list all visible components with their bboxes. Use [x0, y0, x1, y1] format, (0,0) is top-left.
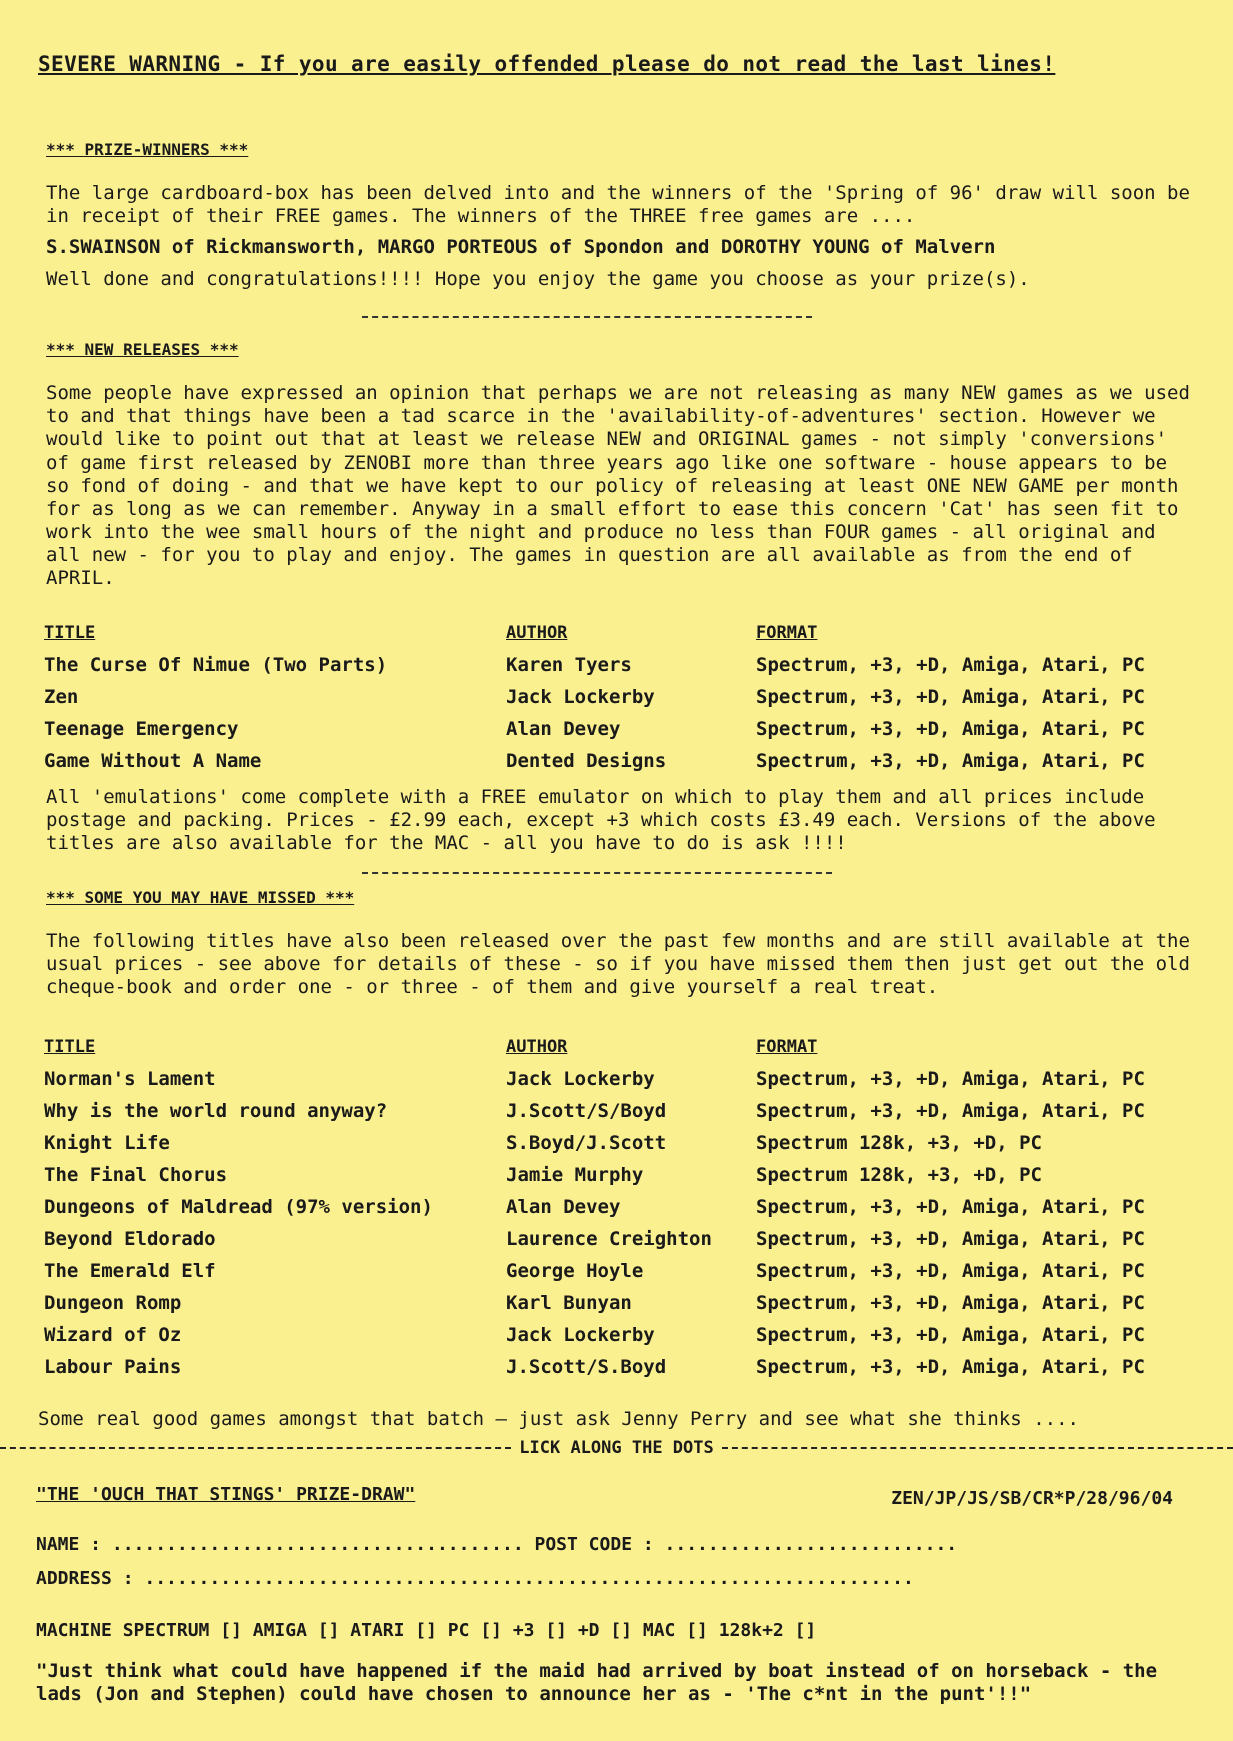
missed-footer-text: Some real good games amongst that batch — just ask Jenny Perry and see what she thinks ....: [38, 1408, 1079, 1430]
table-row: [44, 1288, 1194, 1320]
game-title: Labour Pains: [44, 1356, 182, 1379]
game-title: Zen: [44, 686, 79, 709]
game-author: Karl Bunyan: [506, 1292, 632, 1315]
game-format: Spectrum, +3, +D, Amiga, Atari, PC: [756, 750, 1145, 773]
cut-line: [0, 1438, 1233, 1459]
game-author: Dented Designs: [506, 750, 667, 773]
game-author: George Hoyle: [506, 1260, 644, 1283]
game-author: J.Scott/S/Boyd: [506, 1100, 667, 1123]
col-format-header: FORMAT: [756, 622, 818, 643]
table-row: [44, 1128, 1194, 1160]
table-row: [44, 1064, 1194, 1096]
game-author: Jamie Murphy: [506, 1164, 644, 1187]
game-title: Knight Life: [44, 1132, 170, 1155]
dotted-line-right: [722, 1447, 1233, 1449]
table-row: [44, 650, 1194, 682]
table-row: [44, 1192, 1194, 1224]
name-postcode-field[interactable]: NAME : ...................................... POST CODE : ...........................: [36, 1534, 958, 1555]
game-title: Beyond Eldorado: [44, 1228, 216, 1251]
missed-text: [46, 930, 1196, 1000]
cut-line-label: LICK ALONG THE DOTS: [519, 1438, 714, 1458]
table-row: [44, 746, 1194, 778]
prize-winners-names: S.SWAINSON of Rickmansworth, MARGO PORTEOUS of Spondon and DOROTHY YOUNG of Malvern: [46, 236, 996, 259]
table-row: [44, 1352, 1194, 1384]
table-row: [44, 1320, 1194, 1352]
game-title: Dungeon Romp: [44, 1292, 182, 1315]
game-title: Game Without A Name: [44, 750, 262, 773]
prize-winners-line1: The large cardboard-box has been delved into and the winners of the 'Spring of 96' draw will soon be in receipt of their FREE games. The winners of the THREE free games are ....: [46, 182, 1190, 228]
divider-rule: [362, 872, 832, 874]
divider-rule: [362, 316, 812, 318]
severe-warning: SEVERE WARNING - If you are easily offended please do not read the last lines!: [38, 52, 1056, 76]
game-format: Spectrum, +3, +D, Amiga, Atari, PC: [756, 1228, 1145, 1251]
missed-table: [44, 1030, 1194, 1384]
prize-winners-line3: Well done and congratulations!!!! Hope you enjoy the game you choose as your prize(s).: [46, 267, 1030, 290]
new-releases-table: [44, 616, 1194, 778]
col-format-header: FORMAT: [756, 1036, 818, 1057]
reference-code: ZEN/JP/JS/SB/CR*P/28/96/04: [891, 1488, 1173, 1509]
game-format: Spectrum, +3, +D, Amiga, Atari, PC: [756, 1324, 1145, 1347]
game-format: Spectrum, +3, +D, Amiga, Atari, PC: [756, 1356, 1145, 1379]
new-releases-heading: *** NEW RELEASES ***: [46, 340, 239, 359]
game-title: Teenage Emergency: [44, 718, 239, 741]
new-releases-text: [46, 382, 1196, 591]
game-author: Karen Tyers: [506, 654, 632, 677]
game-format: Spectrum, +3, +D, Amiga, Atari, PC: [756, 718, 1145, 741]
game-format: Spectrum 128k, +3, +D, PC: [756, 1132, 1042, 1155]
table-header: [44, 616, 1194, 650]
col-title-header: TITLE: [44, 622, 96, 643]
game-title: Wizard of Oz: [44, 1324, 182, 1347]
col-title-header: TITLE: [44, 1036, 96, 1057]
table-row: [44, 1160, 1194, 1192]
missed-heading: *** SOME YOU MAY HAVE MISSED ***: [46, 888, 355, 907]
new-releases-footer: [46, 786, 1196, 856]
table-row: [44, 682, 1194, 714]
game-author: Jack Lockerby: [506, 1324, 655, 1347]
game-title: The Final Chorus: [44, 1164, 228, 1187]
game-author: Alan Devey: [506, 1196, 621, 1219]
table-row: [44, 1096, 1194, 1128]
closing-quote: "Just think what could have happened if the maid had arrived by boat instead of on horseback - the lads (Jon and Stephen) could have chosen to announce her as - 'The c*nt in the punt'!!": [36, 1660, 1158, 1706]
game-title: Why is the world round anyway?: [44, 1100, 388, 1123]
game-format: Spectrum, +3, +D, Amiga, Atari, PC: [756, 654, 1145, 677]
prize-winners-heading: *** PRIZE-WINNERS ***: [46, 140, 249, 159]
machine-choices[interactable]: MACHINE SPECTRUM [] AMIGA [] ATARI [] PC [] +3 [] +D [] MAC [] 128k+2 []: [36, 1620, 817, 1641]
table-row: [44, 1224, 1194, 1256]
col-author-header: AUTHOR: [506, 622, 568, 643]
game-title: The Curse Of Nimue (Two Parts): [44, 654, 388, 677]
new-releases-body: Some people have expressed an opinion that perhaps we are not releasing as many NEW games as we used to and that things have been a tad scarce in the 'availability-of-adventures' section. However we would like to point out that at least we release NEW and ORIGINAL games - not simply 'conversions' of game first released by ZENOBI more than three years ago like one software - house appears to be so fond of doing - and that we have kept to our policy of releasing at least ONE NEW GAME per month for as long as we can remember. Anyway in a small effort to ease this concern 'Cat' has seen fit to work into the wee small hours of the night and produce no less than FOUR games - all original and all new - for you to play and enjoy. The games in question are all available as from the end of APRIL.: [46, 382, 1190, 590]
game-author: Jack Lockerby: [506, 686, 655, 709]
game-title: Norman's Lament: [44, 1068, 216, 1091]
game-author: Jack Lockerby: [506, 1068, 655, 1091]
game-title: Dungeons of Maldread (97% version): [44, 1196, 433, 1219]
missed-body: The following titles have also been released over the past few months and are still available at the usual prices - see above for details of these - so if you have missed them then just get out the old cheque-book and order one - or three - of them and give yourself a real treat.: [46, 930, 1190, 999]
game-title: The Emerald Elf: [44, 1260, 216, 1283]
new-releases-footer-text: All 'emulations' come complete with a FREE emulator on which to play them and all prices include postage and packing. Prices - £2.99 each, except +3 which costs £3.49 each. Versions of the above titles are also available for the MAC - all you have to do is ask !!!!: [46, 786, 1156, 855]
game-format: Spectrum, +3, +D, Amiga, Atari, PC: [756, 1068, 1145, 1091]
game-author: Laurence Creighton: [506, 1228, 712, 1251]
game-format: Spectrum, +3, +D, Amiga, Atari, PC: [756, 686, 1145, 709]
address-field[interactable]: ADDRESS : .......................................................................: [36, 1568, 914, 1589]
missed-footer: [38, 1408, 1188, 1431]
table-row: [44, 714, 1194, 746]
col-author-header: AUTHOR: [506, 1036, 568, 1057]
dotted-line-left: [0, 1447, 511, 1449]
game-format: Spectrum, +3, +D, Amiga, Atari, PC: [756, 1196, 1145, 1219]
table-header: [44, 1030, 1194, 1064]
game-format: Spectrum, +3, +D, Amiga, Atari, PC: [756, 1100, 1145, 1123]
prize-winners-text: [46, 182, 1196, 291]
game-format: Spectrum, +3, +D, Amiga, Atari, PC: [756, 1260, 1145, 1283]
game-author: Alan Devey: [506, 718, 621, 741]
game-author: J.Scott/S.Boyd: [506, 1356, 667, 1379]
game-format: Spectrum 128k, +3, +D, PC: [756, 1164, 1042, 1187]
prize-draw-title: "THE 'OUCH THAT STINGS' PRIZE-DRAW": [36, 1484, 416, 1505]
game-author: S.Boyd/J.Scott: [506, 1132, 667, 1155]
game-format: Spectrum, +3, +D, Amiga, Atari, PC: [756, 1292, 1145, 1315]
table-row: [44, 1256, 1194, 1288]
